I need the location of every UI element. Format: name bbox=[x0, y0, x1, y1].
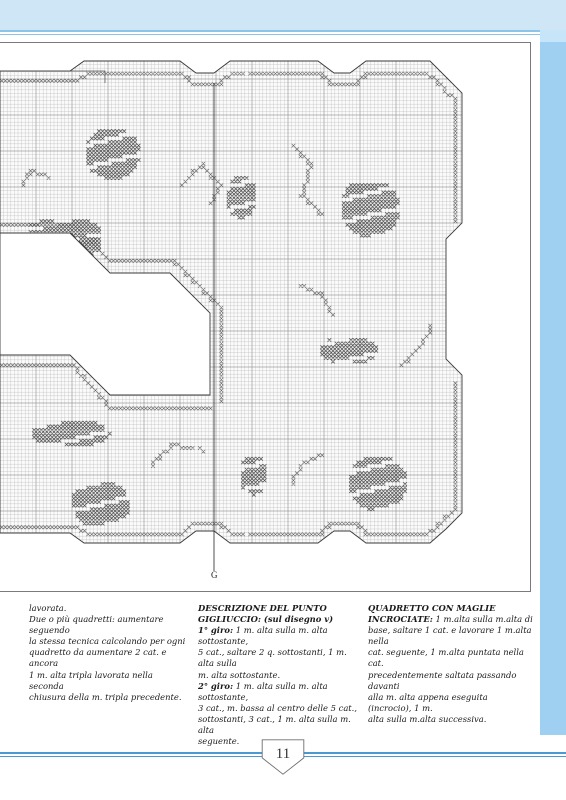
top-banner bbox=[0, 0, 566, 30]
col3-line: precedentemente saltata passando davanti bbox=[368, 669, 517, 691]
giro-1-label: 1° giro: bbox=[198, 625, 234, 636]
crochet-chart-panel bbox=[0, 42, 531, 592]
giro-2-line: sottostanti, 3 cat., 1 m. alta sulla m. alta bbox=[198, 713, 351, 736]
col1-line: chiusura della m. tripla precedente. bbox=[29, 691, 182, 702]
col1-line: lavorata. bbox=[29, 603, 67, 613]
footer-line-right bbox=[304, 752, 566, 754]
stitch-heading: DESCRIZIONE DEL PUNTO bbox=[198, 603, 327, 613]
page-number: 11 bbox=[275, 746, 291, 762]
col3-line: alla m. alta appena eseguita (incrocio), 1 m. bbox=[368, 691, 488, 713]
col1-line: Due o più quadretti: aumentare seguendo bbox=[29, 614, 164, 636]
stitch-heading-sub: INCROCIATE: bbox=[368, 614, 433, 625]
top-accent-line bbox=[0, 30, 566, 32]
giro-2-label: 2° giro: bbox=[198, 680, 234, 691]
giro-1-line bbox=[198, 625, 360, 647]
giro-1-line: 5 cat., saltare 2 q. sottostanti, 1 m. alta sulla bbox=[198, 647, 347, 669]
col3-text: 1 m.alta sulla m.alta di bbox=[432, 614, 533, 625]
right-sidebar-cap bbox=[540, 30, 566, 42]
col1-line: 1 m. alta tripla lavorata nella seconda bbox=[29, 669, 153, 691]
giro-1-line: m. alta sottostante. bbox=[198, 669, 281, 680]
right-sidebar-strip bbox=[540, 30, 566, 735]
giro-2-line: seguente. bbox=[198, 736, 240, 747]
giro-1-text: 1 m. alta sulla m. alta sottostante, bbox=[198, 625, 328, 647]
col1-line: la stessa tecnica calcolando per ogni bbox=[29, 636, 186, 647]
instructions-column-1 bbox=[29, 603, 189, 703]
giro-2-line: 3 cat., m. bassa al centro delle 5 cat., bbox=[198, 702, 358, 713]
col1-line: quadretto da aumentare 2 cat. e ancora bbox=[29, 647, 167, 669]
footer-line-left-thin bbox=[0, 756, 262, 757]
instructions-column-3 bbox=[368, 603, 533, 725]
col3-line: base, saltare 1 cat. e lavorare 1 m.alta nella bbox=[368, 625, 532, 647]
stitch-heading: QUADRETTO CON MAGLIE bbox=[368, 603, 496, 613]
col3-line: cat. seguente, 1 m.alta puntata nella cat. bbox=[368, 647, 524, 669]
filet-crochet-chart bbox=[0, 43, 531, 593]
stitch-heading-sub: GIGLIUCCIO: (sul disegno v) bbox=[198, 614, 334, 625]
top-accent-line-thin bbox=[0, 34, 566, 35]
giro-2-text: 1 m. alta sulla m. alta sottostante, bbox=[198, 680, 328, 702]
instructions-column-2 bbox=[198, 603, 360, 747]
col3-line: alta sulla m.alta successiva. bbox=[368, 713, 487, 724]
footer-line-left bbox=[0, 752, 262, 754]
chart-marker-label: G bbox=[211, 570, 218, 580]
footer-line-right-thin bbox=[304, 756, 566, 757]
giro-2-line bbox=[198, 681, 360, 703]
